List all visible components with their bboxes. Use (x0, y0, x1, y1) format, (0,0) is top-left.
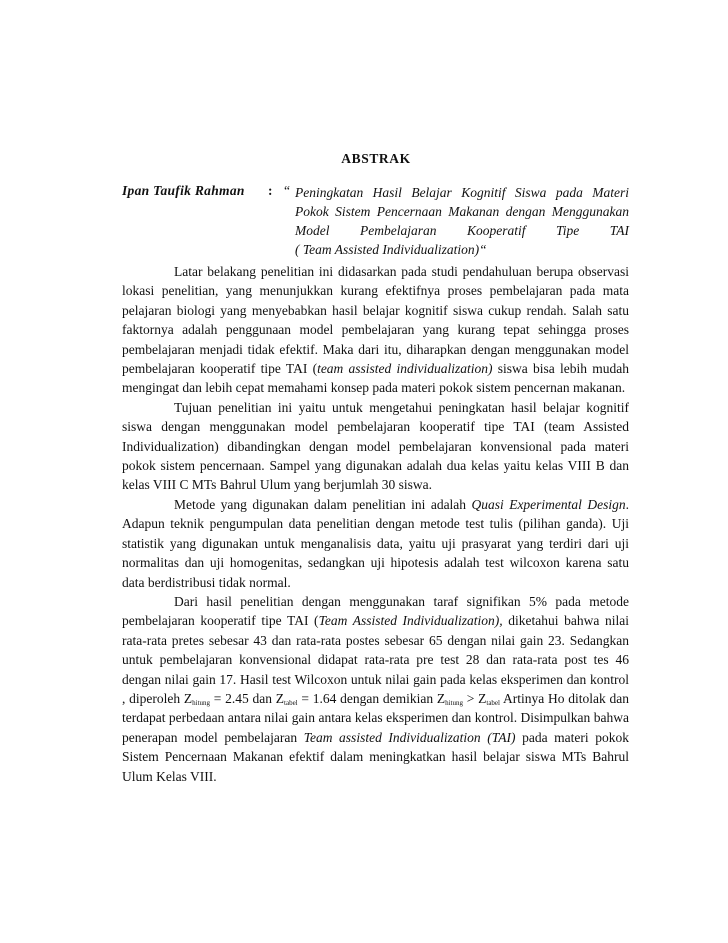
p4-text-g: Artinya Ho ditolak dan terdapat perbedaan antara nilai gain antara kelas eksperimen dan kontrol. Disimpulkan bahwa penerapan model pembelajaran (122, 690, 629, 745)
p3-italic-term: Quasi Experimental Design (471, 496, 626, 512)
p3-text-c: . Adapun teknik pengumpulan data penelitian dengan metode test tulis (pilihan ganda). Uji statistik yang digunakan untuk menganalisis data, yaitu uji prasyarat yang terdiri dari uji normalitas dan uji homogenitas, sedangkan uji hipotesis adalah test wilcoxon karena satu data berdistribusi tidak normal. (122, 496, 629, 590)
z-hitung-subscript: hitung (192, 698, 211, 707)
author-colon: : (268, 183, 273, 198)
paragraph-objective: Tujuan penelitian ini yaitu untuk mengetahui peningkatan hasil belajar kognitif siswa dengan menggunakan model pembelajaran kooperatif tipe TAI (team Assisted Individualization) dibandingkan dengan model pembelajaran konvensional pada materi pokok sistem pencernaan. Sampel yang digunakan adalah dua kelas yaitu kelas VIII B dan kelas VIII C MTs Bahrul Ulum yang berjumlah 30 siswa. (122, 399, 629, 493)
p1-text-c: siswa bisa lebih mudah mengingat dan lebih cepat memahami konsep pada materi pokok sistem pencernan makanan. (122, 361, 629, 396)
p3-text-a: Metode yang digunakan dalam penelitian ini adalah (174, 496, 472, 512)
paragraph-background (122, 262, 629, 398)
z-hitung-subscript-2: hitung (445, 698, 463, 707)
p4-text-d: = 2.45 dan Z (210, 690, 285, 706)
thesis-title (295, 183, 629, 259)
p4-text-f: > Z (463, 690, 487, 706)
title-open-quote: “ (284, 183, 290, 198)
p1-text-a: Latar belakang penelitian ini didasarkan pada studi pendahuluan berupa observasi lokasi penelitian, yang menunjukkan kurang efektifnya proses pembelajaran pada mata pelajaran biologi yang menyebabkan hasil belajar kognitif siswa cukup rendah. Salah satu faktornya adalah penggunaan model pembelajaran yang kurang tepat sehingga proses pembelajaran menjadi tidak efektif. Maka dari itu, diharapkan dengan menggunakan model pembelajaran kooperatif tipe TAI ( (122, 264, 629, 377)
paragraph-method (122, 495, 629, 592)
thesis-title-last-line: ( Team Assisted Individualization)“ (295, 242, 487, 257)
abstract-body (122, 262, 629, 786)
author-name: Ipan Taufik Rahman (122, 183, 245, 198)
thesis-title-main: Peningkatan Hasil Belajar Kognitif Siswa pada Materi Pokok Sistem Pencernaan Makanan dengan Menggunakan Model Pembelajaran Kooperatif Tipe TAI (295, 185, 629, 238)
p4-text-e: = 1.64 dengan demikian Z (297, 690, 446, 706)
p4-text-c: diketahui bahwa nilai rata-rata pretes sebesar 43 dan rata-rata postes sebesar 65 dengan nilai gain 23. Sedangkan untuk pembelajaran konvensional didapat rata-rata pre test 28 dan rata-rata post tes 46 dengan nilai gain 17. Hasil test Wilcoxon untuk nilai gain pada kelas eksperimen dan kontrol , diperoleh Z (122, 613, 629, 706)
z-tabel-subscript: tabel (284, 698, 298, 707)
p1-italic-term: team assisted individualization) (317, 361, 493, 377)
p4-text-i: pada materi pokok Sistem Pencernaan Makanan efektif dalam meningkatkan hasil belajar siswa MTs Bahrul Ulum Kelas VIII. (122, 729, 630, 784)
abstract-heading: ABSTRAK (341, 151, 411, 166)
p4-italic-term: Team Assisted Individualization), (318, 613, 503, 629)
p4-italic-term-2: Team assisted Individualization (TAI) (303, 729, 516, 745)
p4-text-a: Dari hasil penelitian dengan menggunakan taraf signifikan 5% pada metode pembelajaran kooperatif tipe TAI ( (122, 593, 629, 629)
paragraph-results (122, 592, 629, 786)
z-tabel-subscript-2: tabel (486, 698, 500, 707)
